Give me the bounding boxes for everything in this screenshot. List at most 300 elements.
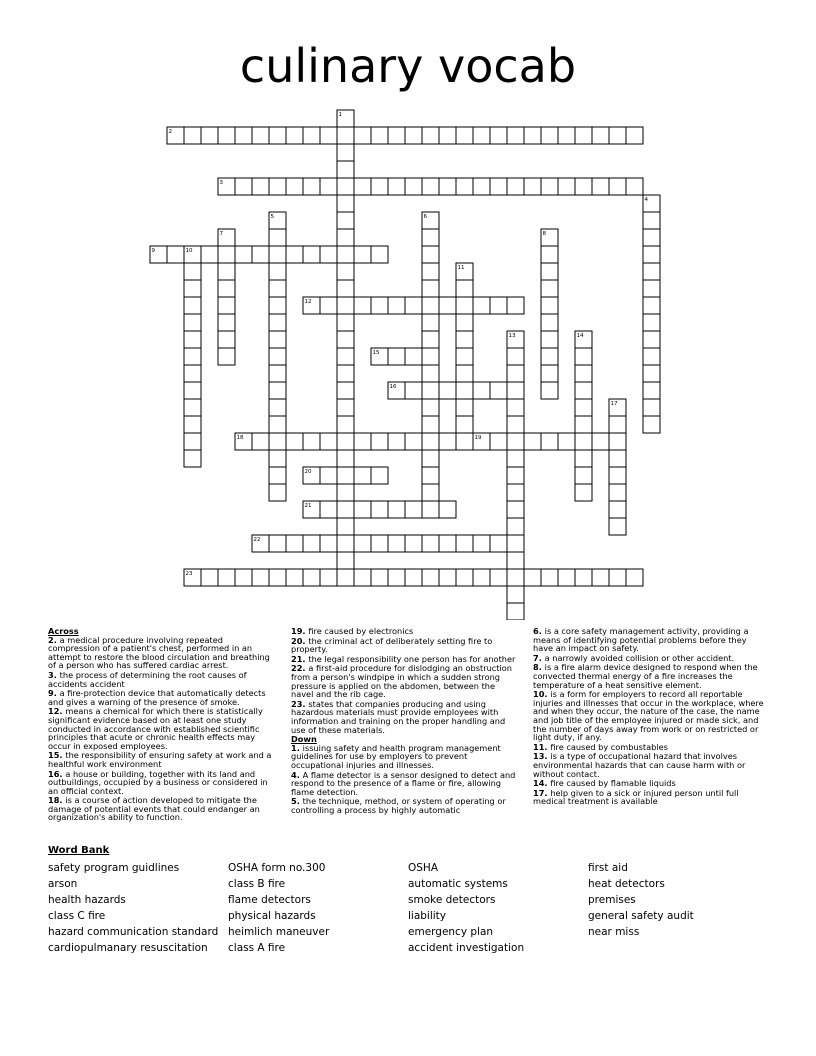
grid-cell[interactable] [575, 365, 592, 382]
grid-cell[interactable] [405, 501, 422, 518]
grid-cell[interactable] [354, 297, 371, 314]
grid-cell[interactable] [439, 297, 456, 314]
grid-cell[interactable] [609, 178, 626, 195]
grid-cell[interactable] [643, 280, 660, 297]
grid-cell[interactable] [303, 178, 320, 195]
grid-cell[interactable] [269, 467, 286, 484]
grid-cell[interactable] [354, 246, 371, 263]
grid-cell[interactable] [218, 297, 235, 314]
grid-cell[interactable] [507, 178, 524, 195]
grid-cell[interactable] [507, 399, 524, 416]
grid-cell[interactable] [150, 246, 167, 263]
grid-cell[interactable] [320, 433, 337, 450]
grid-cell[interactable] [422, 246, 439, 263]
grid-cell[interactable] [439, 382, 456, 399]
grid-cell[interactable] [643, 212, 660, 229]
grid-cell[interactable] [184, 569, 201, 586]
grid-cell[interactable] [490, 569, 507, 586]
grid-cell[interactable] [422, 297, 439, 314]
grid-cell[interactable] [575, 467, 592, 484]
grid-cell[interactable] [592, 127, 609, 144]
grid-cell[interactable] [371, 433, 388, 450]
grid-cell[interactable] [269, 535, 286, 552]
grid-cell[interactable] [541, 331, 558, 348]
grid-cell[interactable] [337, 348, 354, 365]
grid-cell[interactable] [218, 331, 235, 348]
grid-cell[interactable] [507, 586, 524, 603]
grid-cell[interactable] [490, 433, 507, 450]
grid-cell[interactable] [320, 501, 337, 518]
grid-cell[interactable] [337, 569, 354, 586]
grid-cell[interactable] [456, 382, 473, 399]
grid-cell[interactable] [439, 127, 456, 144]
grid-cell[interactable] [320, 178, 337, 195]
grid-cell[interactable] [541, 127, 558, 144]
grid-cell[interactable] [388, 501, 405, 518]
grid-cell[interactable] [473, 569, 490, 586]
grid-cell[interactable] [337, 280, 354, 297]
grid-cell[interactable] [354, 501, 371, 518]
grid-cell[interactable] [201, 246, 218, 263]
grid-cell[interactable] [337, 229, 354, 246]
grid-cell[interactable] [456, 178, 473, 195]
grid-cell[interactable] [286, 178, 303, 195]
grid-cell[interactable] [592, 433, 609, 450]
grid-cell[interactable] [269, 229, 286, 246]
grid-cell[interactable] [473, 382, 490, 399]
grid-cell[interactable] [575, 331, 592, 348]
grid-cell[interactable] [643, 348, 660, 365]
grid-cell[interactable] [575, 416, 592, 433]
grid-cell[interactable] [371, 297, 388, 314]
grid-cell[interactable] [388, 178, 405, 195]
grid-cell[interactable] [337, 127, 354, 144]
grid-cell[interactable] [269, 212, 286, 229]
grid-cell[interactable] [184, 348, 201, 365]
grid-cell[interactable] [286, 569, 303, 586]
grid-cell[interactable] [269, 331, 286, 348]
grid-cell[interactable] [592, 178, 609, 195]
grid-cell[interactable] [218, 314, 235, 331]
grid-cell[interactable] [184, 246, 201, 263]
grid-cell[interactable] [490, 535, 507, 552]
grid-cell[interactable] [422, 127, 439, 144]
grid-cell[interactable] [422, 229, 439, 246]
grid-cell[interactable] [507, 535, 524, 552]
grid-cell[interactable] [371, 501, 388, 518]
grid-cell[interactable] [218, 280, 235, 297]
grid-cell[interactable] [269, 178, 286, 195]
grid-cell[interactable] [184, 314, 201, 331]
grid-cell[interactable] [337, 501, 354, 518]
grid-cell[interactable] [337, 399, 354, 416]
grid-cell[interactable] [303, 467, 320, 484]
grid-cell[interactable] [388, 433, 405, 450]
grid-cell[interactable] [422, 178, 439, 195]
grid-cell[interactable] [320, 127, 337, 144]
grid-cell[interactable] [303, 297, 320, 314]
grid-cell[interactable] [422, 569, 439, 586]
grid-cell[interactable] [490, 178, 507, 195]
grid-cell[interactable] [405, 535, 422, 552]
grid-cell[interactable] [184, 433, 201, 450]
grid-cell[interactable] [609, 399, 626, 416]
grid-cell[interactable] [507, 552, 524, 569]
grid-cell[interactable] [371, 127, 388, 144]
grid-cell[interactable] [626, 569, 643, 586]
grid-cell[interactable] [541, 297, 558, 314]
grid-cell[interactable] [201, 127, 218, 144]
grid-cell[interactable] [609, 127, 626, 144]
grid-cell[interactable] [541, 314, 558, 331]
grid-cell[interactable] [456, 314, 473, 331]
grid-cell[interactable] [643, 263, 660, 280]
grid-cell[interactable] [643, 382, 660, 399]
grid-cell[interactable] [337, 535, 354, 552]
grid-cell[interactable] [575, 433, 592, 450]
grid-cell[interactable] [405, 178, 422, 195]
grid-cell[interactable] [252, 178, 269, 195]
grid-cell[interactable] [541, 433, 558, 450]
grid-cell[interactable] [252, 433, 269, 450]
grid-cell[interactable] [575, 382, 592, 399]
grid-cell[interactable] [422, 314, 439, 331]
grid-cell[interactable] [541, 246, 558, 263]
grid-cell[interactable] [354, 535, 371, 552]
grid-cell[interactable] [473, 127, 490, 144]
grid-cell[interactable] [337, 331, 354, 348]
grid-cell[interactable] [507, 467, 524, 484]
grid-cell[interactable] [541, 382, 558, 399]
grid-cell[interactable] [643, 314, 660, 331]
grid-cell[interactable] [575, 348, 592, 365]
grid-cell[interactable] [320, 467, 337, 484]
grid-cell[interactable] [422, 484, 439, 501]
grid-cell[interactable] [337, 433, 354, 450]
grid-cell[interactable] [337, 161, 354, 178]
grid-cell[interactable] [524, 433, 541, 450]
grid-cell[interactable] [422, 280, 439, 297]
grid-cell[interactable] [507, 450, 524, 467]
grid-cell[interactable] [456, 365, 473, 382]
grid-cell[interactable] [218, 127, 235, 144]
grid-cell[interactable] [184, 263, 201, 280]
grid-cell[interactable] [422, 416, 439, 433]
grid-cell[interactable] [422, 365, 439, 382]
grid-cell[interactable] [575, 484, 592, 501]
grid-cell[interactable] [320, 569, 337, 586]
grid-cell[interactable] [320, 535, 337, 552]
grid-cell[interactable] [422, 399, 439, 416]
grid-cell[interactable] [303, 569, 320, 586]
grid-cell[interactable] [371, 348, 388, 365]
grid-cell[interactable] [218, 263, 235, 280]
grid-cell[interactable] [439, 178, 456, 195]
grid-cell[interactable] [422, 263, 439, 280]
grid-cell[interactable] [269, 569, 286, 586]
grid-cell[interactable] [303, 433, 320, 450]
grid-cell[interactable] [609, 450, 626, 467]
grid-cell[interactable] [269, 246, 286, 263]
grid-cell[interactable] [337, 382, 354, 399]
grid-cell[interactable] [405, 433, 422, 450]
grid-cell[interactable] [337, 416, 354, 433]
grid-cell[interactable] [337, 484, 354, 501]
grid-cell[interactable] [456, 263, 473, 280]
grid-cell[interactable] [201, 569, 218, 586]
grid-cell[interactable] [184, 280, 201, 297]
grid-cell[interactable] [184, 297, 201, 314]
grid-cell[interactable] [337, 450, 354, 467]
grid-cell[interactable] [303, 501, 320, 518]
grid-cell[interactable] [235, 246, 252, 263]
grid-cell[interactable] [371, 467, 388, 484]
grid-cell[interactable] [354, 178, 371, 195]
grid-cell[interactable] [405, 382, 422, 399]
grid-cell[interactable] [643, 246, 660, 263]
grid-cell[interactable] [405, 569, 422, 586]
grid-cell[interactable] [337, 263, 354, 280]
grid-cell[interactable] [269, 416, 286, 433]
grid-cell[interactable] [507, 127, 524, 144]
grid-cell[interactable] [609, 569, 626, 586]
grid-cell[interactable] [235, 433, 252, 450]
grid-cell[interactable] [286, 246, 303, 263]
grid-cell[interactable] [337, 110, 354, 127]
grid-cell[interactable] [184, 399, 201, 416]
grid-cell[interactable] [558, 569, 575, 586]
grid-cell[interactable] [286, 127, 303, 144]
grid-cell[interactable] [184, 127, 201, 144]
grid-cell[interactable] [269, 263, 286, 280]
grid-cell[interactable] [507, 433, 524, 450]
grid-cell[interactable] [456, 348, 473, 365]
grid-cell[interactable] [218, 246, 235, 263]
grid-cell[interactable] [303, 127, 320, 144]
grid-cell[interactable] [405, 348, 422, 365]
grid-cell[interactable] [609, 484, 626, 501]
grid-cell[interactable] [184, 331, 201, 348]
grid-cell[interactable] [218, 569, 235, 586]
grid-cell[interactable] [422, 212, 439, 229]
grid-cell[interactable] [473, 433, 490, 450]
grid-cell[interactable] [456, 433, 473, 450]
grid-cell[interactable] [643, 297, 660, 314]
grid-cell[interactable] [388, 348, 405, 365]
grid-cell[interactable] [456, 280, 473, 297]
grid-cell[interactable] [269, 314, 286, 331]
grid-cell[interactable] [269, 297, 286, 314]
grid-cell[interactable] [354, 127, 371, 144]
grid-cell[interactable] [507, 348, 524, 365]
word-bank-item: heimlich maneuver [228, 926, 330, 938]
grid-cell[interactable] [456, 297, 473, 314]
grid-cell[interactable] [456, 127, 473, 144]
grid-cell[interactable] [422, 501, 439, 518]
grid-cell[interactable] [388, 297, 405, 314]
grid-cell[interactable] [609, 467, 626, 484]
grid-cell[interactable] [252, 569, 269, 586]
grid-cell[interactable] [337, 365, 354, 382]
grid-cell[interactable] [167, 246, 184, 263]
grid-cell[interactable] [626, 178, 643, 195]
grid-cell[interactable] [490, 127, 507, 144]
grid-cell[interactable] [422, 348, 439, 365]
grid-cell[interactable] [643, 331, 660, 348]
grid-cell[interactable] [252, 127, 269, 144]
grid-cell[interactable] [507, 569, 524, 586]
grid-cell[interactable] [490, 382, 507, 399]
grid-cell[interactable] [354, 467, 371, 484]
grid-cell[interactable] [456, 416, 473, 433]
grid-cell[interactable] [541, 263, 558, 280]
grid-cell[interactable] [337, 467, 354, 484]
grid-cell[interactable] [575, 569, 592, 586]
grid-cell[interactable] [439, 433, 456, 450]
grid-cell[interactable] [184, 382, 201, 399]
grid-cell[interactable] [269, 348, 286, 365]
grid-cell[interactable] [371, 246, 388, 263]
grid-cell[interactable] [507, 603, 524, 620]
grid-cell[interactable] [303, 246, 320, 263]
grid-cell[interactable] [422, 535, 439, 552]
grid-cell[interactable] [371, 535, 388, 552]
grid-cell[interactable] [269, 399, 286, 416]
grid-cell[interactable] [354, 433, 371, 450]
grid-cell[interactable] [456, 535, 473, 552]
grid-cell[interactable] [269, 450, 286, 467]
grid-cell[interactable] [541, 348, 558, 365]
grid-cell[interactable] [184, 416, 201, 433]
grid-cell[interactable] [643, 399, 660, 416]
grid-cell[interactable] [626, 127, 643, 144]
grid-cell[interactable] [643, 365, 660, 382]
grid-cell[interactable] [643, 416, 660, 433]
grid-cell[interactable] [371, 569, 388, 586]
grid-cell[interactable] [337, 246, 354, 263]
grid-cell[interactable] [609, 433, 626, 450]
grid-cell[interactable] [337, 552, 354, 569]
grid-cell[interactable] [269, 280, 286, 297]
grid-cell[interactable] [337, 144, 354, 161]
grid-cell[interactable] [456, 399, 473, 416]
grid-cell[interactable] [337, 297, 354, 314]
grid-cell[interactable] [184, 365, 201, 382]
grid-cell[interactable] [473, 297, 490, 314]
grid-cell[interactable] [235, 178, 252, 195]
grid-cell[interactable] [337, 212, 354, 229]
grid-cell[interactable] [507, 484, 524, 501]
grid-cell[interactable] [337, 195, 354, 212]
grid-cell[interactable] [388, 382, 405, 399]
grid-cell[interactable] [490, 297, 507, 314]
grid-cell[interactable] [252, 535, 269, 552]
grid-cell[interactable] [337, 178, 354, 195]
grid-cell[interactable] [286, 535, 303, 552]
grid-cell[interactable] [439, 535, 456, 552]
grid-cell[interactable] [575, 399, 592, 416]
grid-cell[interactable] [235, 569, 252, 586]
grid-cell[interactable] [422, 433, 439, 450]
grid-cell[interactable] [320, 246, 337, 263]
grid-cell[interactable] [524, 569, 541, 586]
grid-cell[interactable] [473, 535, 490, 552]
grid-cell[interactable] [388, 535, 405, 552]
grid-cell[interactable] [439, 569, 456, 586]
grid-cell[interactable] [558, 433, 575, 450]
grid-cell[interactable] [422, 331, 439, 348]
grid-cell[interactable] [422, 450, 439, 467]
grid-cell[interactable] [235, 127, 252, 144]
grid-cell[interactable] [592, 569, 609, 586]
grid-cell[interactable] [388, 569, 405, 586]
grid-cell[interactable] [303, 535, 320, 552]
grid-cell[interactable] [269, 484, 286, 501]
grid-cell[interactable] [252, 246, 269, 263]
grid-cell[interactable] [218, 348, 235, 365]
grid-cell[interactable] [439, 501, 456, 518]
grid-cell[interactable] [422, 382, 439, 399]
grid-cell[interactable] [269, 127, 286, 144]
grid-cell[interactable] [337, 518, 354, 535]
grid-cell[interactable] [575, 178, 592, 195]
grid-cell[interactable] [609, 501, 626, 518]
grid-cell[interactable] [558, 127, 575, 144]
grid-cell[interactable] [422, 467, 439, 484]
grid-cell[interactable] [575, 127, 592, 144]
grid-cell[interactable] [507, 416, 524, 433]
grid-cell[interactable] [507, 331, 524, 348]
grid-cell[interactable] [218, 229, 235, 246]
grid-cell[interactable] [507, 297, 524, 314]
grid-cell[interactable] [507, 518, 524, 535]
grid-cell[interactable] [405, 127, 422, 144]
grid-cell[interactable] [558, 178, 575, 195]
grid-cell[interactable] [371, 178, 388, 195]
grid-cell[interactable] [456, 569, 473, 586]
grid-cell[interactable] [524, 127, 541, 144]
grid-cell[interactable] [286, 433, 303, 450]
grid-cell[interactable] [541, 365, 558, 382]
grid-cell[interactable] [269, 433, 286, 450]
grid-cell[interactable] [541, 229, 558, 246]
grid-cell[interactable] [473, 178, 490, 195]
grid-cell[interactable] [184, 450, 201, 467]
grid-cell[interactable] [541, 178, 558, 195]
grid-cell[interactable] [269, 382, 286, 399]
grid-cell[interactable] [218, 178, 235, 195]
grid-cell[interactable] [609, 416, 626, 433]
grid-cell[interactable] [456, 331, 473, 348]
grid-cell[interactable] [320, 297, 337, 314]
grid-cell[interactable] [337, 314, 354, 331]
grid-cell[interactable] [643, 195, 660, 212]
grid-cell[interactable] [507, 382, 524, 399]
grid-cell[interactable] [541, 280, 558, 297]
grid-cell[interactable] [575, 450, 592, 467]
grid-cell[interactable] [609, 518, 626, 535]
grid-cell[interactable] [354, 569, 371, 586]
grid-cell[interactable] [269, 365, 286, 382]
grid-cell[interactable] [405, 297, 422, 314]
grid-cell[interactable] [507, 365, 524, 382]
grid-cell[interactable] [507, 501, 524, 518]
grid-cell[interactable] [643, 229, 660, 246]
grid-cell[interactable] [524, 178, 541, 195]
grid-cell[interactable] [167, 127, 184, 144]
grid-cell[interactable] [541, 569, 558, 586]
grid-cell[interactable] [388, 127, 405, 144]
